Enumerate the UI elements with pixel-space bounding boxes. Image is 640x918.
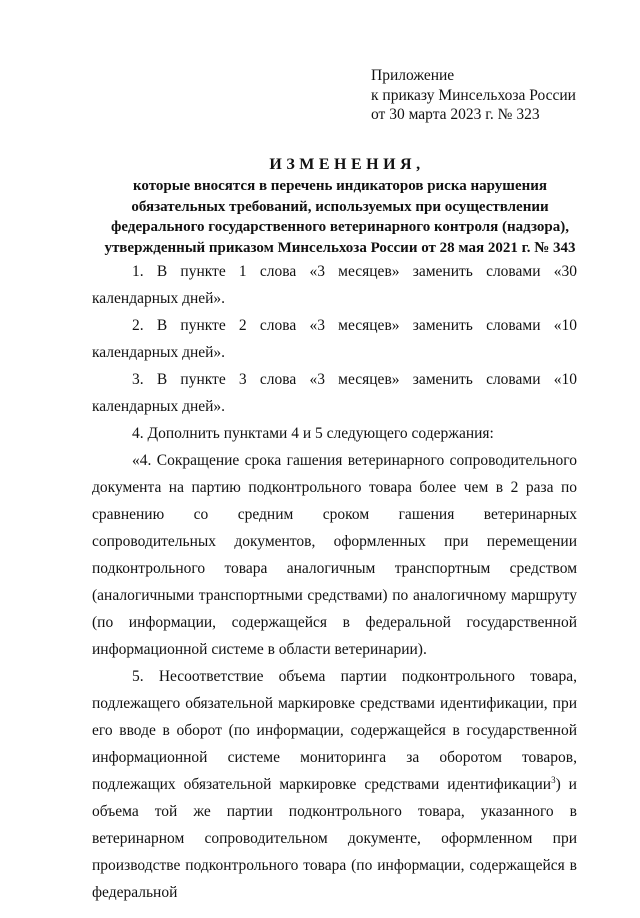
paragraph-3: 3. В пункте 3 слова «3 месяцев» заменить словами «10 календарных дней». [92, 371, 577, 415]
appendix-line-3: от 30 марта 2023 г. № 323 [371, 106, 540, 123]
title-main: ИЗМЕНЕНИЯ, [269, 156, 425, 173]
title-line-3: федерального государственного ветеринарного контроля (надзора), [111, 219, 569, 235]
appendix-line-2: к приказу Минсельхоза России [371, 86, 576, 104]
paragraph-2: 2. В пункте 2 слова «3 месяцев» заменить словами «10 календарных дней». [92, 317, 577, 361]
document-title [80, 154, 600, 258]
paragraph-1: 1. В пункте 1 слова «3 месяцев» заменить словами «30 календарных дней». [92, 263, 577, 307]
paragraph-4: 4. Дополнить пунктами 4 и 5 следующего содержания: [132, 425, 494, 442]
appendix-line-1: Приложение [371, 67, 455, 84]
title-line-2: обязательных требований, используемых при осуществлении [131, 198, 549, 215]
paragraph-6 [92, 663, 577, 906]
title-line-1: которые вносятся в перечень индикаторов риска нарушения [132, 178, 548, 194]
appendix-header [371, 66, 576, 125]
footnote-ref: 3 [551, 774, 556, 785]
title-line-4: утвержденный приказом Минсельхоза России от 28 мая 2021 г. № 343 [104, 239, 576, 256]
paragraph-6-part-1: 5. Несоответствие объема партии подконтрольного товара, подлежащего обязательной маркировке средствами идентификации, при его вводе в оборот (по информации, содержащейся в государственной информационной системе мониторинга за оборотом товаров, подлежащих обязательной маркировке средствами идентификации [92, 668, 577, 793]
document-body [92, 258, 577, 906]
paragraph-5: «4. Сокращение срока гашения ветеринарного сопроводительного документа на партию подконтрольного товара более чем в 2 раза по сравнению со средним сроком гашения ветеринарных сопроводительных документов, оформленных при перемещении подконтрольного товара аналогичным транспортным средством (аналогичными транспортными средствами) по аналогичному маршруту (по информации, содержащейся в федеральной государственной информационной системе в области ветеринарии). [92, 452, 577, 658]
paragraph-6-part-2: ) и объема той же партии подконтрольного товара, указанного в ветеринарном сопроводительном документе, оформленном при производстве подконтрольного товара (по информации, содержащейся в федеральной [92, 776, 577, 901]
